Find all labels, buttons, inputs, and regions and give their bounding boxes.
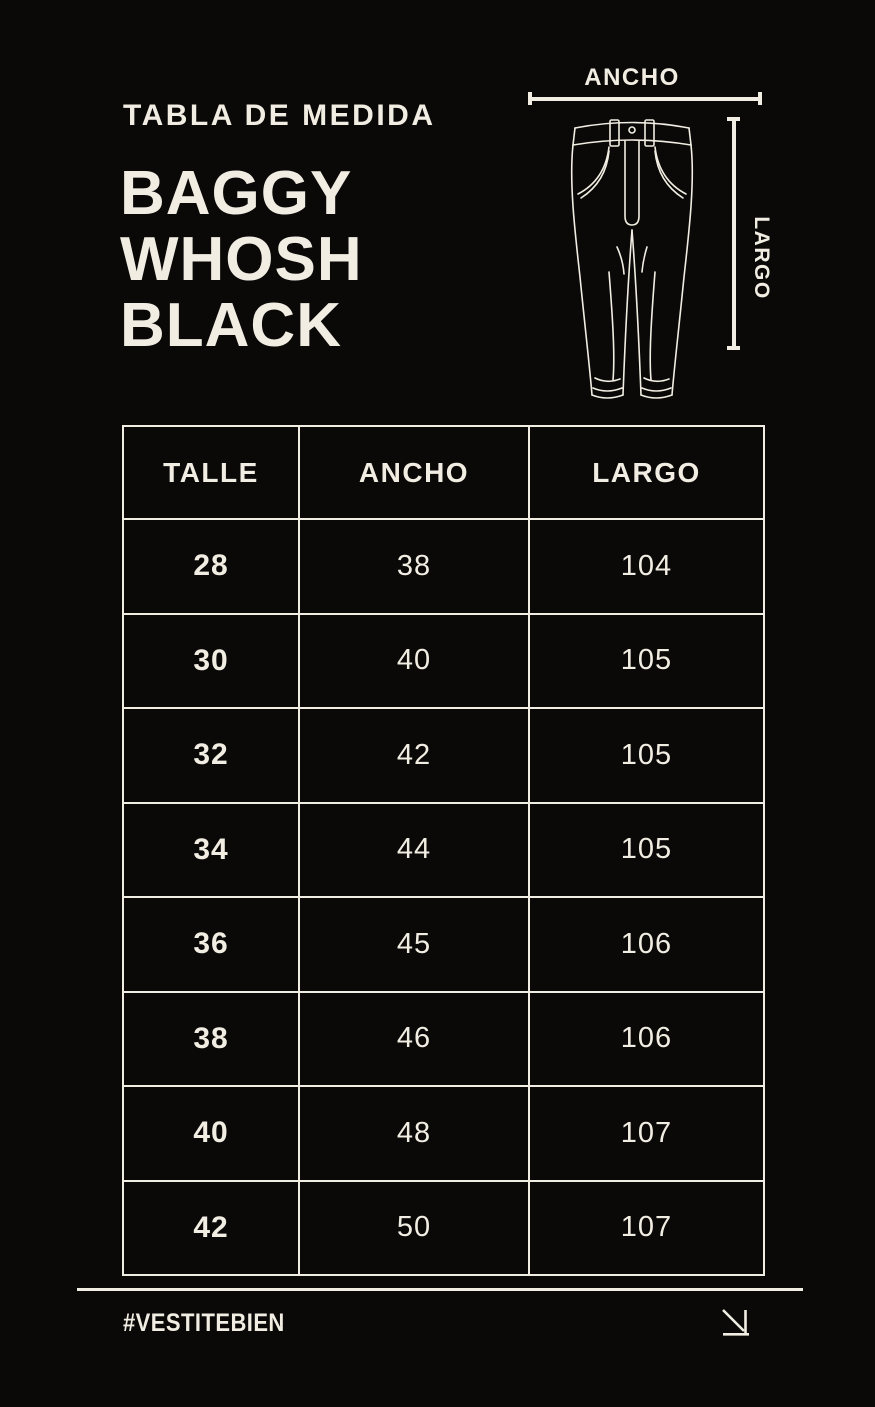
product-title-line: WHOSH (120, 225, 363, 294)
arrow-down-right-icon (719, 1305, 751, 1339)
size-row-34 (123, 803, 764, 898)
ancho-cell: 42 (299, 708, 529, 803)
largo-cell: 104 (529, 519, 764, 614)
ancho-cell: 45 (299, 897, 529, 992)
largo-cell: 107 (529, 1086, 764, 1181)
column-header-talle: TALLE (123, 426, 299, 519)
largo-cell: 106 (529, 897, 764, 992)
talle-cell: 28 (123, 519, 299, 614)
product-title-line: BAGGY (120, 159, 353, 228)
length-measure-line (727, 117, 740, 350)
ancho-cell: 38 (299, 519, 529, 614)
largo-cell: 105 (529, 803, 764, 898)
size-table (122, 425, 765, 1276)
talle-cell: 38 (123, 992, 299, 1087)
largo-cell: 107 (529, 1181, 764, 1276)
talle-cell: 36 (123, 897, 299, 992)
page-subtitle: TABLA DE MEDIDA (123, 99, 436, 132)
size-table-header-row (123, 426, 764, 519)
size-row-42 (123, 1181, 764, 1276)
largo-cell: 106 (529, 992, 764, 1087)
largo-cell: 105 (529, 708, 764, 803)
largo-cell: 105 (529, 614, 764, 709)
size-row-30 (123, 614, 764, 709)
talle-cell: 34 (123, 803, 299, 898)
size-row-32 (123, 708, 764, 803)
product-title (120, 161, 363, 359)
talle-cell: 30 (123, 614, 299, 709)
size-row-28 (123, 519, 764, 614)
hashtag-label: #VESTITEBIEN (123, 1309, 285, 1337)
width-measure-line (528, 92, 762, 105)
product-title-line: BLACK (120, 291, 342, 360)
talle-cell: 40 (123, 1086, 299, 1181)
footer-divider-line (77, 1288, 803, 1291)
ancho-cell: 50 (299, 1181, 529, 1276)
ancho-cell: 48 (299, 1086, 529, 1181)
pants-illustration (565, 112, 699, 406)
ancho-cell: 40 (299, 614, 529, 709)
talle-cell: 42 (123, 1181, 299, 1276)
size-row-36 (123, 897, 764, 992)
column-header-ancho: ANCHO (299, 426, 529, 519)
size-row-38 (123, 992, 764, 1087)
size-row-40 (123, 1086, 764, 1181)
talle-cell: 32 (123, 708, 299, 803)
ancho-cell: 46 (299, 992, 529, 1087)
length-measure-label: LARGO (750, 216, 773, 300)
column-header-largo: LARGO (529, 426, 764, 519)
ancho-cell: 44 (299, 803, 529, 898)
width-measure-label: ANCHO (584, 64, 680, 91)
